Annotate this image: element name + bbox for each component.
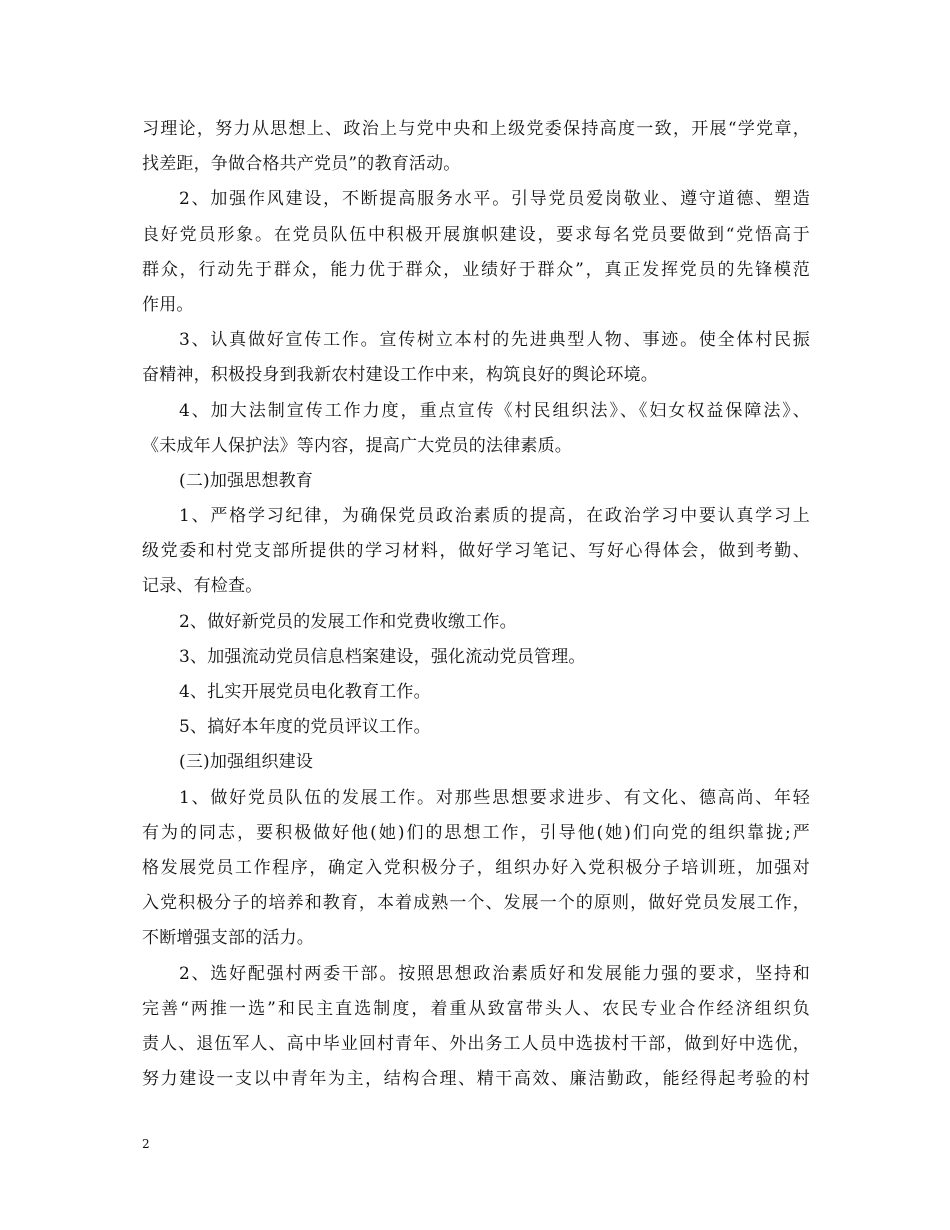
text-line: 作用。 [142,294,194,315]
text-line: 3、加强流动党员信息档案建设，强化流动党员管理。 [179,646,586,667]
text-line: 努力建设一支以中青年为主，结构合理、精干高效、廉洁勤政，能经得起考验的村 [142,1069,810,1090]
section-heading: (二)加强思想教育 [179,470,314,491]
text-line: 级党委和村党支部所提供的学习材料，做好学习笔记、写好心得体会，做到考勤、 [142,541,810,562]
text-line: 4、加大法制宣传工作力度，重点宣传《村民组织法》、《妇女权益保障法》、 [179,400,810,421]
text-line: 群众，行动先于群众，能力优于群众，业绩好于群众”，真正发挥党员的先锋模范 [142,259,810,280]
text-line: 3、认真做好宣传工作。宣传树立本村的先进典型人物、事迹。使全体村民振 [179,330,810,351]
text-line: 2、加强作风建设，不断提高服务水平。引导党员爱岗敬业、遵守道德、塑造 [179,189,810,210]
page-number: 2 [142,1137,150,1151]
text-line: 4、扎实开展党员电化教育工作。 [179,682,431,702]
text-line: 2、做好新党员的发展工作和党费收缴工作。 [179,611,517,632]
text-line: 不断增强支部的活力。 [142,928,314,949]
text-line: 5、搞好本年度的党员评议工作。 [179,717,431,738]
text-line: 找差距，争做合格共产党员”的教育活动。 [142,154,461,175]
text-line: 《未成年人保护法》等内容，提高广大党员的法律素质。 [142,435,572,456]
text-line: 有为的同志，要积极做好他(她)们的思想工作，引导他(她)们向党的组织靠拢;严 [142,822,810,843]
text-line: 入党积极分子的培养和教育，本着成熟一个、发展一个的原则，做好党员发展工作， [142,893,810,914]
text-line: 完善“两推一选”和民主直选制度，着重从致富带头人、农民专业合作经济组织负 [142,998,810,1019]
text-line: 1、做好党员队伍的发展工作。对那些思想要求进步、有文化、德高尚、年轻 [179,787,810,808]
text-line: 良好党员形象。在党员队伍中积极开展旗帜建设，要求每名党员要做到“党悟高于 [142,224,810,245]
text-line: 1、严格学习纪律，为确保党员政治素质的提高，在政治学习中要认真学习上 [179,506,810,527]
text-line: 奋精神，积极投身到我新农村建设工作中来，构筑良好的舆论环境。 [142,365,658,386]
document-body [142,112,810,1097]
text-line: 习理论，努力从思想上、政治上与党中央和上级党委保持高度一致，开展“学党章， [142,119,810,139]
text-line: 2、选好配强村两委干部。按照思想政治素质好和发展能力强的要求，坚持和 [179,963,810,984]
text-line: 格发展党员工作程序，确定入党积极分子，组织办好入党积极分子培训班，加强对 [142,857,810,878]
section-heading: (三)加强组织建设 [179,752,314,773]
text-line: 责人、退伍军人、高中毕业回村青年、外出务工人员中选拔村干部，做到好中选优， [142,1033,810,1054]
text-line: 记录、有检查。 [142,576,263,597]
